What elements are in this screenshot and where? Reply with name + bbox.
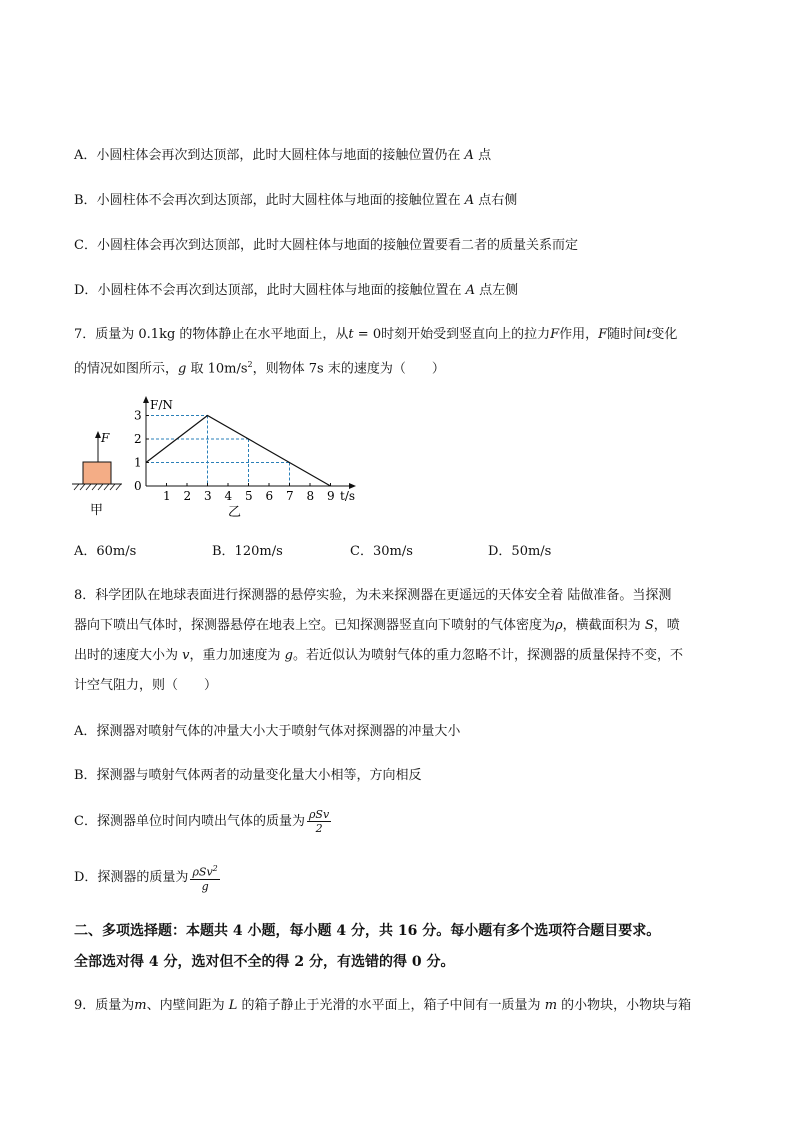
y-tick-label: 3 — [134, 408, 142, 423]
ground-hatch — [74, 484, 121, 490]
figure-right-label: 乙 — [228, 505, 242, 520]
x-tick-label: 8 — [306, 489, 315, 503]
y-tick-label: 1 — [134, 455, 142, 470]
q8-stem-line3: 出时的速度大小为 v，重力加速度为 g。若近似认为喷射气体的重力忽略不计，探测器的质量保持不变，不 — [74, 648, 684, 663]
q7-stem-line1: 7．质量为 0.1kg 的物体静止在水平地面上，从t = 0时刻开始受到竖直向上的拉力F作用，F随时间t变化 — [74, 327, 678, 342]
q6-option-b: B．小圆柱体不会再次到达顶部，此时大圆柱体与地面的接触位置在 A 点右侧 — [74, 193, 518, 208]
q7-stem-line2: 的情况如图所示，g 取 $10m/s^2$，则物体 7s 末的速度为（ ） — [74, 360, 445, 377]
origin-label: 0 — [134, 479, 142, 493]
q6-option-d: D．小圆柱体不会再次到达顶部，此时大圆柱体与地面的接触位置在 A 点左侧 — [74, 283, 519, 298]
q8-option-a: A．探测器对喷射气体的冲量大小大于喷射气体对探测器的冲量大小 — [74, 724, 461, 739]
x-tick-label: 6 — [265, 489, 274, 503]
q8-option-b: B．探测器与喷射气体两者的动量变化量大小相等，方向相反 — [74, 768, 422, 783]
q9-stem-line1: 9．质量为m、内壁间距为 L 的箱子静止于光滑的水平面上，箱子中间有一质量为 m 的小物块，小物块与箱 — [74, 998, 692, 1013]
x-tick-label: 7 — [286, 489, 294, 503]
x-tick-label: 2 — [183, 489, 192, 503]
q7-option-c: C．30m/s — [350, 544, 413, 559]
force-time-line — [146, 416, 331, 487]
q7-option-d: D．50m/s — [488, 544, 552, 559]
q7-option-b: B．120m/s — [212, 544, 283, 559]
x-tick-label: 5 — [245, 489, 253, 503]
q8-option-c-fraction: $\frac{\text{ρSv}}{2}$ — [308, 808, 330, 835]
q6-option-c: C．小圆柱体会再次到达顶部，此时大圆柱体与地面的接触位置要看二者的质量关系而定 — [74, 238, 578, 253]
x-axis-label: t/s — [340, 489, 356, 503]
x-tick-label: 3 — [204, 489, 212, 503]
q8-option-c: C．探测器单位时间内喷出气体的质量为 $\frac{\text{ρSv}}{2}$ — [74, 808, 330, 835]
figure-left-label: 甲 — [90, 503, 104, 518]
q8-stem-line1: 8．科学团队在地球表面进行探测器的悬停实验，为未来探测器在更遥远的天体安全着 陆做准备。当探测 — [74, 588, 672, 603]
q6-option-a: A．小圆柱体会再次到达顶部，此时大圆柱体与地面的接触位置仍在 A 点 — [74, 148, 492, 163]
q8-option-d: D．探测器的质量为 $\frac{\rho Sv^2}{g}$ — [74, 864, 218, 893]
x-tick-label: 9 — [327, 489, 335, 503]
section2-heading-line1: 二、多项选择题：本题共 4 小题，每小题 4 分，共 16 分。每小题有多个选项符合题目要求。 — [74, 923, 661, 939]
force-label: F — [101, 431, 110, 445]
figure-jia — [68, 420, 128, 520]
q8-stem-line2: 器向下喷出气体时，探测器悬停在地表上空。已知探测器竖直向下喷射的气体密度为ρ，横截面积为 S，喷 — [74, 618, 680, 633]
section2-heading-line2: 全部选对得 4 分，选对但不全的得 2 分，有选错的得 0 分。 — [74, 954, 455, 970]
block — [83, 462, 111, 484]
q8-stem-line4: 计空气阻力，则（ ） — [74, 678, 218, 693]
q7-option-a: A．60m/s — [74, 544, 137, 559]
figure-yi-chart — [128, 392, 378, 524]
y-tick-label: 2 — [134, 432, 142, 446]
y-axis-arrow — [143, 396, 149, 403]
y-axis-label: F/N — [150, 398, 173, 412]
q8-option-d-fraction: $\frac{\rho Sv^2}{g}$ — [192, 864, 218, 893]
x-tick-label: 4 — [224, 489, 233, 503]
x-tick-label: 1 — [163, 489, 171, 503]
